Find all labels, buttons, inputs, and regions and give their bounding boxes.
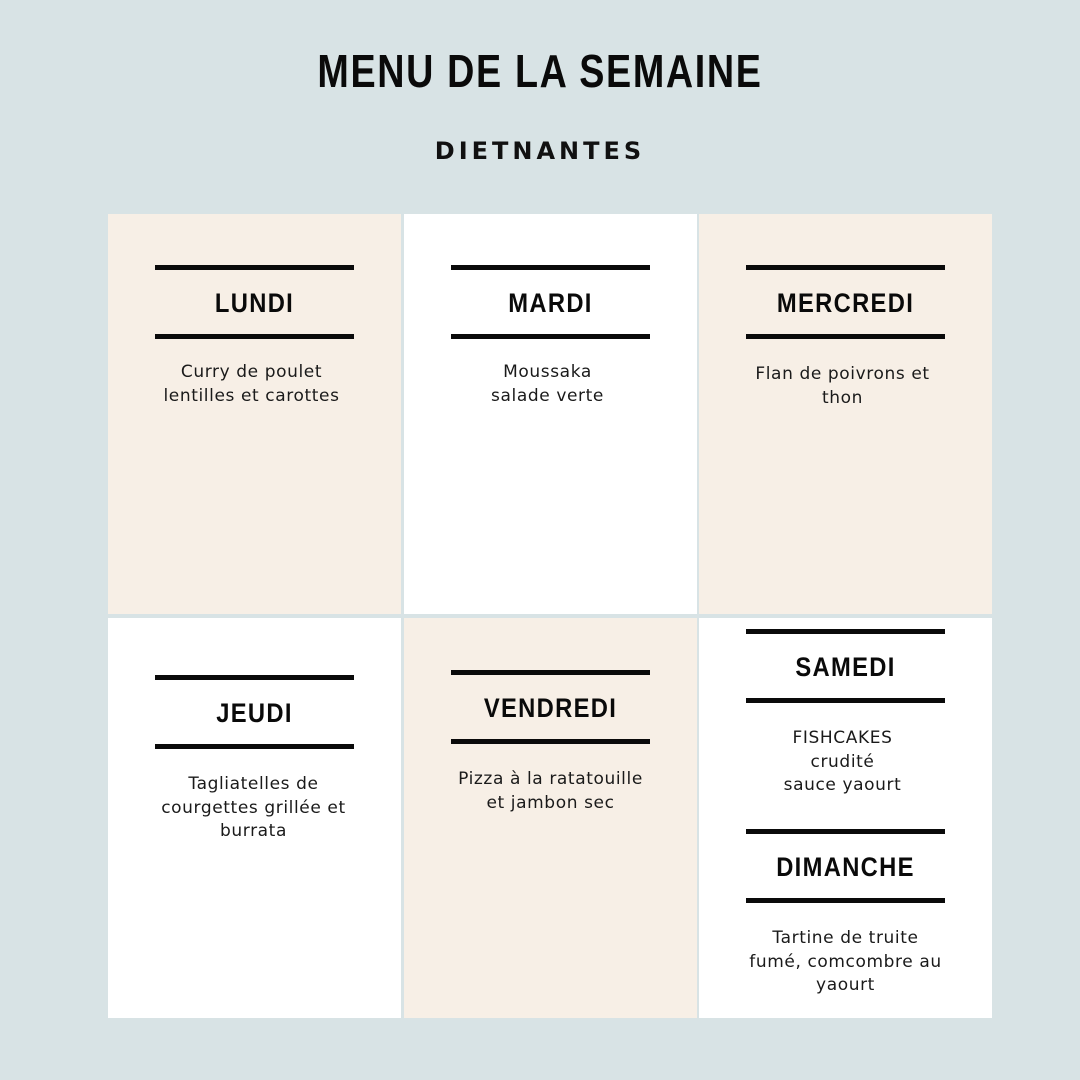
card-lundi	[108, 214, 401, 614]
top-divider	[746, 265, 945, 270]
meal-text-mardi: Moussaka salade verte	[491, 362, 604, 406]
day-label-lundi: LUNDI	[214, 288, 295, 318]
card-weekend	[699, 618, 992, 1018]
day-label-samedi: SAMEDI	[795, 652, 896, 682]
top-divider	[451, 670, 650, 675]
meal-text-vendredi: Pizza à la ratatouille et jambon sec	[458, 769, 643, 813]
page-subtitle: DIETNANTES	[434, 137, 646, 165]
card-mercredi	[699, 214, 992, 614]
day-label-mercredi: MERCREDI	[776, 288, 915, 318]
bottom-divider	[746, 334, 945, 339]
page-title: MENU DE LA SEMAINE	[317, 45, 763, 97]
bottom-divider	[451, 334, 650, 339]
day-label-dimanche: DIMANCHE	[776, 852, 915, 882]
day-label-vendredi: VENDREDI	[483, 693, 618, 723]
top-divider	[155, 675, 354, 680]
middle-divider	[746, 698, 945, 703]
meal-text-lundi: Curry de poulet lentilles et carottes	[163, 362, 340, 406]
meal-text-mercredi: Flan de poivrons et thon	[755, 364, 930, 408]
meal-text-samedi: FISHCAKES crudité sauce yaourt	[783, 728, 902, 795]
bottom-divider	[155, 744, 354, 749]
top-divider	[155, 265, 354, 270]
bottom-divider	[746, 898, 945, 903]
day-label-mardi: MARDI	[508, 288, 593, 318]
card-mardi	[404, 214, 697, 614]
meal-text-dimanche: Tartine de truite fumé, comcombre au yaourt	[749, 928, 942, 995]
bottom-divider	[451, 739, 650, 744]
card-vendredi	[404, 618, 697, 1018]
card-jeudi	[108, 618, 401, 1018]
meal-text-jeudi: Tagliatelles de courgettes grillée et burrata	[161, 774, 346, 841]
top-divider	[451, 265, 650, 270]
bottom-divider	[155, 334, 354, 339]
top-divider	[746, 629, 945, 634]
day-label-jeudi: JEUDI	[216, 698, 293, 728]
top-divider	[746, 829, 945, 834]
